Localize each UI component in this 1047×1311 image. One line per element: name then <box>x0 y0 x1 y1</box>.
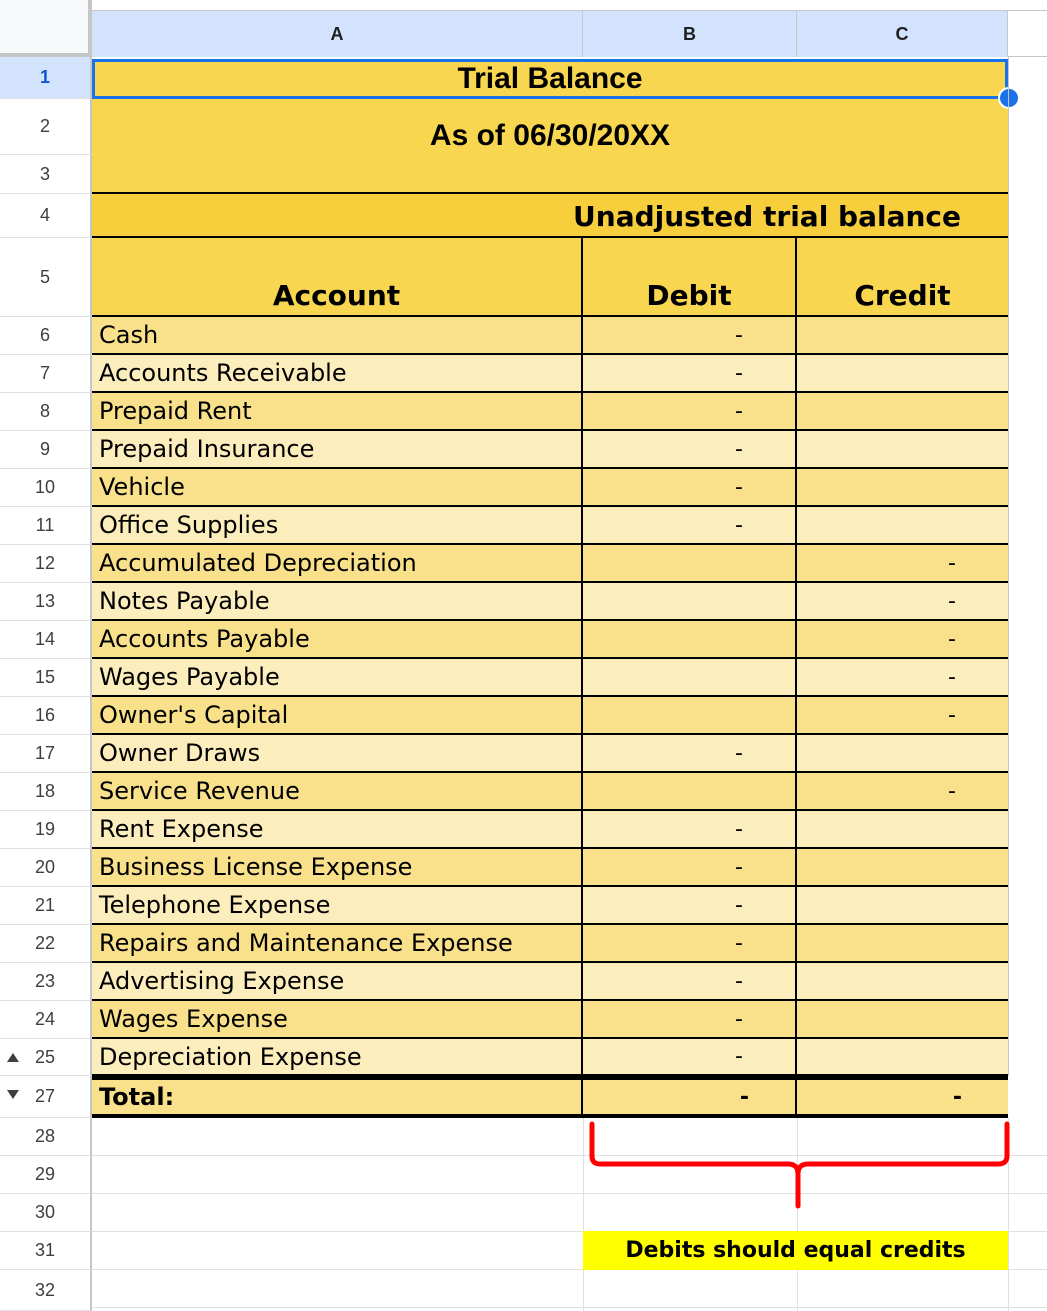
row-header[interactable]: 28 <box>0 1118 92 1156</box>
debit-cell[interactable]: - <box>583 1001 797 1039</box>
curly-brace-annotation <box>583 1118 1013 1210</box>
debit-cell[interactable]: - <box>583 469 797 507</box>
row-header[interactable]: 27 <box>0 1076 92 1118</box>
page-subtitle: As of 06/30/20XX <box>429 119 671 152</box>
account-cell[interactable]: Accounts Receivable <box>92 355 583 393</box>
row-header[interactable]: 1 <box>0 57 92 99</box>
row-header[interactable]: 31 <box>0 1232 92 1270</box>
debit-cell[interactable] <box>583 621 797 659</box>
account-cell[interactable]: Telephone Expense <box>92 887 583 925</box>
page-title[interactable]: Trial Balance <box>92 59 1008 99</box>
credit-cell[interactable]: - <box>797 621 1008 659</box>
row-header[interactable]: 11 <box>0 507 92 545</box>
row-header[interactable]: 32 <box>0 1270 92 1311</box>
account-cell[interactable]: Office Supplies <box>92 507 583 545</box>
debit-header: Debit <box>583 238 797 317</box>
account-cell[interactable]: Wages Expense <box>92 1001 583 1039</box>
debit-cell[interactable]: - <box>583 507 797 545</box>
credit-cell[interactable] <box>797 317 1008 355</box>
debit-cell[interactable] <box>583 697 797 735</box>
credit-cell[interactable] <box>797 811 1008 849</box>
debit-cell[interactable]: - <box>583 925 797 963</box>
row-header[interactable]: 15 <box>0 659 92 697</box>
account-cell[interactable]: Accounts Payable <box>92 621 583 659</box>
row-header[interactable]: 19 <box>0 811 92 849</box>
account-cell[interactable]: Wages Payable <box>92 659 583 697</box>
debit-cell[interactable] <box>583 773 797 811</box>
account-cell[interactable]: Business License Expense <box>92 849 583 887</box>
row-header[interactable]: 30 <box>0 1194 92 1232</box>
credit-cell[interactable] <box>797 431 1008 469</box>
debit-cell[interactable]: - <box>583 355 797 393</box>
row-header[interactable]: 17 <box>0 735 92 773</box>
account-cell[interactable]: Notes Payable <box>92 583 583 621</box>
credit-cell[interactable]: - <box>797 545 1008 583</box>
credit-cell[interactable]: - <box>797 697 1008 735</box>
account-cell[interactable]: Repairs and Maintenance Expense <box>92 925 583 963</box>
account-header: Account <box>92 238 583 317</box>
expand-down-icon[interactable] <box>7 1090 19 1099</box>
row-header[interactable]: 22 <box>0 925 92 963</box>
debit-cell[interactable]: - <box>583 393 797 431</box>
credit-cell[interactable] <box>797 1039 1008 1076</box>
credit-cell[interactable] <box>797 735 1008 773</box>
credit-header: Credit <box>797 238 1008 317</box>
account-cell[interactable]: Rent Expense <box>92 811 583 849</box>
note-debits-equal-credits[interactable]: Debits should equal credits <box>583 1231 1008 1270</box>
debit-cell[interactable]: - <box>583 811 797 849</box>
credit-cell[interactable] <box>797 507 1008 545</box>
row-header[interactable]: 20 <box>0 849 92 887</box>
account-cell[interactable]: Prepaid Rent <box>92 393 583 431</box>
debit-cell[interactable]: - <box>583 317 797 355</box>
row-header[interactable]: 21 <box>0 887 92 925</box>
debit-cell[interactable]: - <box>583 963 797 1001</box>
account-cell[interactable]: Accumulated Depreciation <box>92 545 583 583</box>
row-header[interactable]: 13 <box>0 583 92 621</box>
row-header[interactable]: 12 <box>0 545 92 583</box>
row-header[interactable]: 14 <box>0 621 92 659</box>
debit-cell[interactable] <box>583 659 797 697</box>
row-header[interactable]: 18 <box>0 773 92 811</box>
column-header-a[interactable]: A <box>92 10 583 57</box>
account-cell[interactable]: Advertising Expense <box>92 963 583 1001</box>
account-cell[interactable]: Service Revenue <box>92 773 583 811</box>
credit-cell[interactable]: - <box>797 773 1008 811</box>
credit-cell[interactable] <box>797 393 1008 431</box>
fill-handle[interactable] <box>998 87 1020 109</box>
account-cell[interactable]: Vehicle <box>92 469 583 507</box>
credit-cell[interactable]: - <box>797 583 1008 621</box>
row-header[interactable]: 9 <box>0 431 92 469</box>
column-header-b[interactable]: B <box>583 10 797 57</box>
row-header[interactable]: 5 <box>0 238 92 317</box>
account-cell[interactable]: Owner's Capital <box>92 697 583 735</box>
debit-cell[interactable] <box>583 545 797 583</box>
total-credit[interactable]: - <box>952 1084 962 1110</box>
row-header[interactable]: 6 <box>0 317 92 355</box>
row-header[interactable]: 23 <box>0 963 92 1001</box>
total-label[interactable]: Total: <box>92 1076 583 1118</box>
credit-cell[interactable] <box>797 355 1008 393</box>
credit-cell[interactable]: - <box>797 659 1008 697</box>
debit-cell[interactable]: - <box>583 735 797 773</box>
credit-cell[interactable] <box>797 1001 1008 1039</box>
collapse-up-icon[interactable] <box>7 1053 19 1062</box>
section-header: Unadjusted trial balance <box>573 199 961 233</box>
debit-cell[interactable] <box>583 583 797 621</box>
row-header[interactable]: 16 <box>0 697 92 735</box>
row-header[interactable]: 29 <box>0 1156 92 1194</box>
row-header[interactable]: 4 <box>0 194 92 238</box>
debit-cell[interactable]: - <box>583 887 797 925</box>
debit-cell[interactable]: - <box>583 849 797 887</box>
debit-cell[interactable]: - <box>583 431 797 469</box>
gridline <box>92 1307 1047 1308</box>
select-all-corner[interactable] <box>0 0 92 57</box>
row-header[interactable]: 7 <box>0 355 92 393</box>
account-cell[interactable]: Owner Draws <box>92 735 583 773</box>
account-cell[interactable]: Depreciation Expense <box>92 1039 583 1076</box>
credit-cell[interactable] <box>797 849 1008 887</box>
credit-cell[interactable] <box>797 469 1008 507</box>
row-header[interactable]: 25 <box>0 1039 92 1076</box>
row-header[interactable]: 10 <box>0 469 92 507</box>
gridline <box>1008 57 1009 1076</box>
row-header[interactable]: 8 <box>0 393 92 431</box>
row-header[interactable]: 24 <box>0 1001 92 1039</box>
total-debit[interactable]: - <box>583 1076 797 1118</box>
account-cell[interactable]: Cash <box>92 317 583 355</box>
account-cell[interactable]: Prepaid Insurance <box>92 431 583 469</box>
row-header[interactable]: 3 <box>0 155 92 194</box>
debit-cell[interactable]: - <box>583 1039 797 1076</box>
credit-cell[interactable] <box>797 963 1008 1001</box>
row-header[interactable]: 2 <box>0 99 92 155</box>
credit-cell[interactable] <box>797 887 1008 925</box>
column-header-empty <box>1008 10 1047 57</box>
credit-cell[interactable] <box>797 925 1008 963</box>
column-header-c[interactable]: C <box>797 10 1008 57</box>
